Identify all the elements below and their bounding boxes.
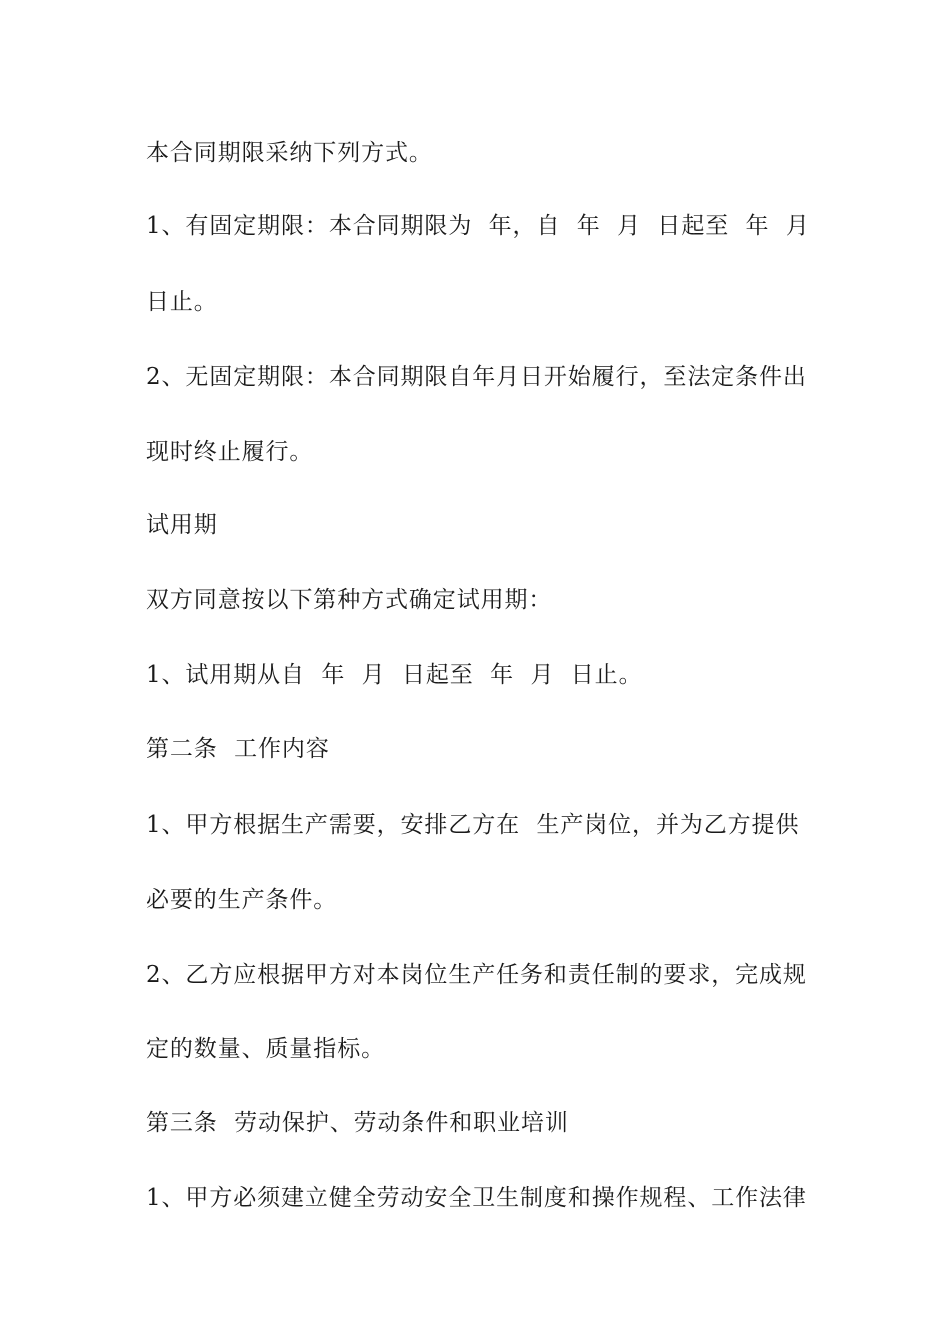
fixed-term-clause-end: 日止。 <box>146 289 218 315</box>
probation-period: 1、试用期从自 年 月 日起至 年 月 日止。 <box>146 662 643 688</box>
work-content-clause-2: 2、乙方应根据甲方对本岗位生产任务和责任制的要求，完成规 <box>146 962 807 988</box>
open-term-clause-end: 现时终止履行。 <box>146 439 314 465</box>
work-content-clause-1-end: 必要的生产条件。 <box>146 887 338 913</box>
probation-heading: 试用期 <box>146 512 218 538</box>
contract-term-intro: 本合同期限采纳下列方式。 <box>146 140 433 166</box>
work-content-clause-2-end: 定的数量、质量指标。 <box>146 1036 385 1062</box>
labor-protection-clause-1: 1、甲方必须建立健全劳动安全卫生制度和操作规程、工作法律 <box>146 1185 807 1211</box>
probation-method: 双方同意按以下第种方式确定试用期： <box>146 587 553 613</box>
article-three-heading: 第三条 劳动保护、劳动条件和职业培训 <box>146 1110 569 1136</box>
work-content-clause-1: 1、甲方根据生产需要，安排乙方在 生产岗位，并为乙方提供 <box>146 812 800 838</box>
article-two-heading: 第二条 工作内容 <box>146 736 330 762</box>
open-term-clause: 2、无固定期限：本合同期限自年月日开始履行，至法定条件出 <box>146 364 807 390</box>
fixed-term-clause: 1、有固定期限：本合同期限为 年，自 年 月 日起至 年 月 <box>146 213 810 239</box>
